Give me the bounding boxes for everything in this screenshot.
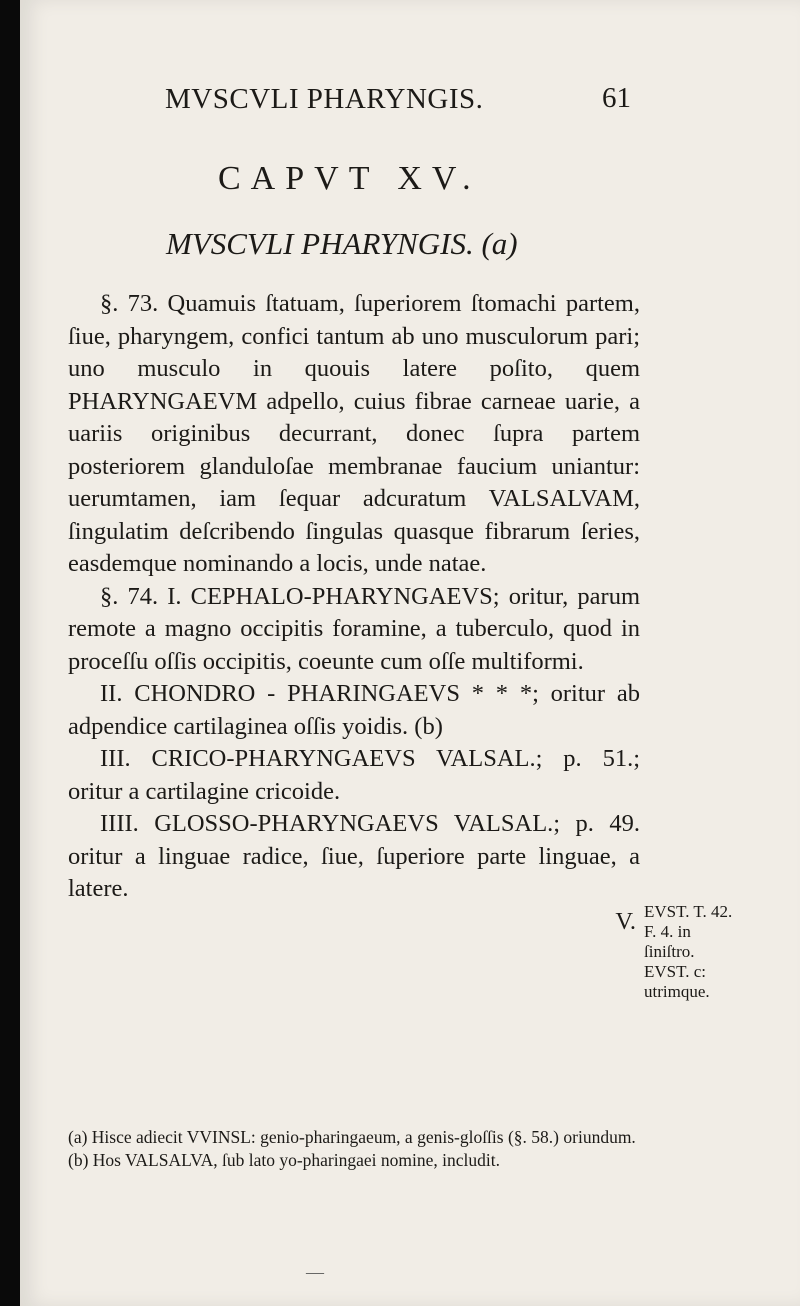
main-text bbox=[68, 288, 640, 938]
section-title: MVSCVLI PHARYNGIS. (a) bbox=[166, 226, 518, 261]
paragraph-glosso: IIII. GLOSSO-PHARYNGAEVS VALSAL.; p. 49. oritur a linguae radice, ſiue, ſuperiore parte linguae, a latere. bbox=[68, 810, 640, 902]
running-head: MVSCVLI PHARYNGIS. bbox=[165, 83, 484, 115]
paragraph-73: §. 73. Quamuis ſtatuam, ſuperiorem ſtomachi partem, ſiue, pharyngem, confici tantum ab uno musculorum pari; uno musculo in quouis latere poſito, quem PHARYNGAEVM adpello, cuius fibrae carneae uarie, a uariis originibus decurrant, donec ſupra partem posteriorem glanduloſae membranae faucium uniantur: uerumtamen, iam ſequar adcuratum VALSALVAM, ſingulatim deſcribendo ſingulas quasque fibrarum ſeries, easdemque nominando a locis, unde natae. bbox=[68, 290, 640, 577]
catchword: V. bbox=[615, 907, 636, 935]
paragraph-crico: III. CRICO-PHARYNGAEVS VALSAL.; p. 51.; oritur a cartilagine cricoide. bbox=[68, 745, 640, 805]
paragraph-chondro: II. CHONDRO - PHARINGAEVS * * *; oritur ab adpendice cartilaginea oſſis yoidis. (b) bbox=[68, 680, 640, 740]
footer-mark: — bbox=[306, 1262, 324, 1282]
chapter-title: CAPVT XV. bbox=[218, 160, 481, 197]
page-number: 61 bbox=[602, 82, 631, 114]
footnotes bbox=[68, 1126, 640, 1172]
footnote-a: (a) Hisce adiecit VVINSL: genio-pharingaeum, a genis-gloſſis (§. 58.) oriundum. bbox=[68, 1127, 636, 1147]
margin-note: EVST. T. 42. F. 4. in ſiniſtro. EVST. c: utrimque. bbox=[644, 902, 733, 1001]
footnote-b: (b) Hos VALSALVA, ſub lato yo-pharingaei nomine, includit. bbox=[68, 1150, 500, 1170]
paragraph-74: §. 74. I. CEPHALO-PHARYNGAEVS; oritur, parum remote a magno occipitis foramine, a tuberculo, quod in proceſſu oſſis occipitis, coeunte cum oſſe multiformi. bbox=[68, 582, 640, 675]
book-page bbox=[20, 0, 800, 1306]
